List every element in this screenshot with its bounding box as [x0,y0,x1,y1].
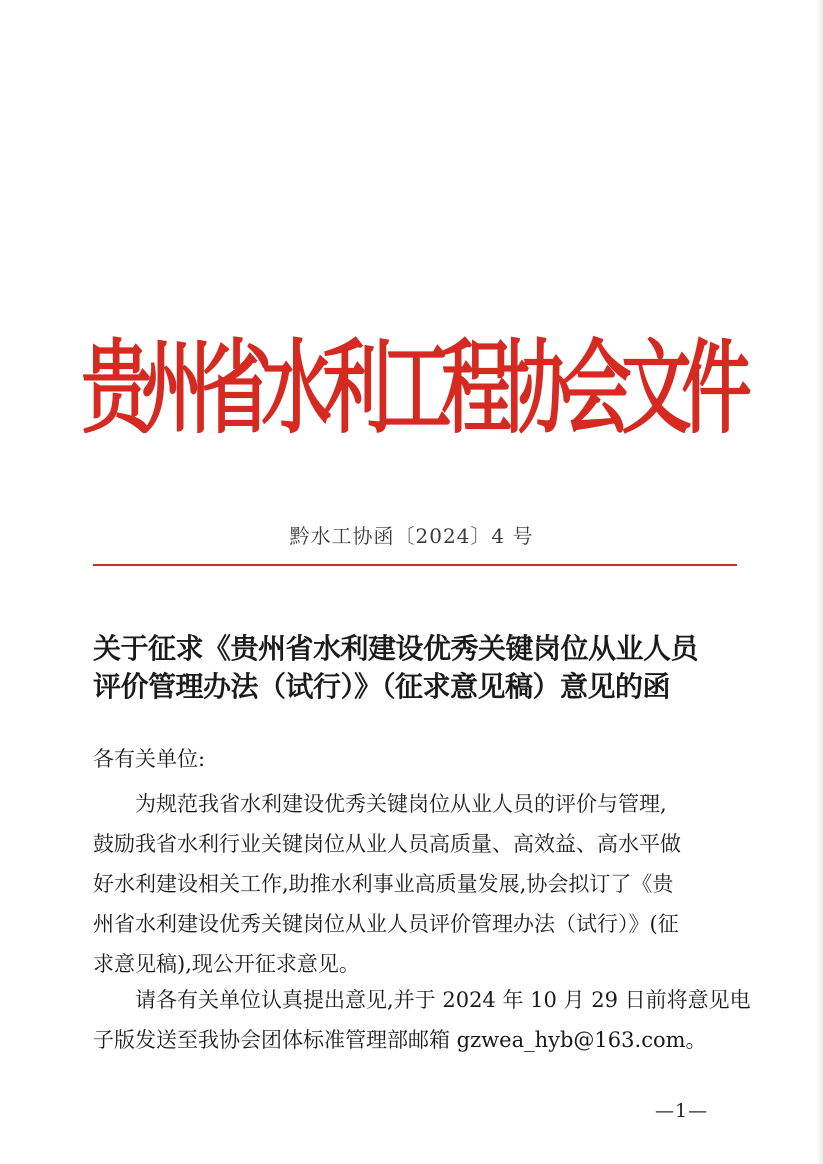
body-paragraph-1 [93,784,733,984]
body-paragraph-2 [93,980,751,1060]
document-number: 黔水工协函〔2024〕4 号 [289,524,534,548]
paragraph-1-line-4: 州省水利建设优秀关键岗位从业人员评价管理办法（试行）》(征 [93,912,679,936]
paragraph-1-line-5: 求意见稿),现公开征求意见。 [93,952,360,976]
paragraph-1-line-3: 好水利建设相关工作,助推水利事业高质量发展,协会拟订了《贵 [93,872,674,896]
document-header-title: 贵州省水利工程协会文件 [81,327,742,449]
header-divider [93,564,737,566]
salutation: 各有关单位: [93,747,206,771]
paragraph-1-line-2: 鼓励我省水利行业关键岗位从业人员高质量、高效益、高水平做 [93,832,681,856]
scan-edge [817,0,823,1164]
paragraph-1-line-1: 为规范我省水利建设优秀关键岗位从业人员的评价与管理, [135,792,667,816]
letter-title [93,630,743,706]
letter-title-line-2: 评价管理办法（试行）》（征求意见稿）意见的函 [93,670,671,703]
letter-title-line-1: 关于征求《贵州省水利建设优秀关键岗位从业人员 [93,632,699,665]
page-number: —1— [655,1100,709,1122]
paragraph-2-line-1: 请各有关单位认真提出意见,并于 2024 年 10 月 29 日前将意见电 [135,988,751,1012]
paragraph-2-line-2: 子版发送至我协会团体标准管理部邮箱 gzwea_hyb@163.com。 [93,1028,707,1052]
